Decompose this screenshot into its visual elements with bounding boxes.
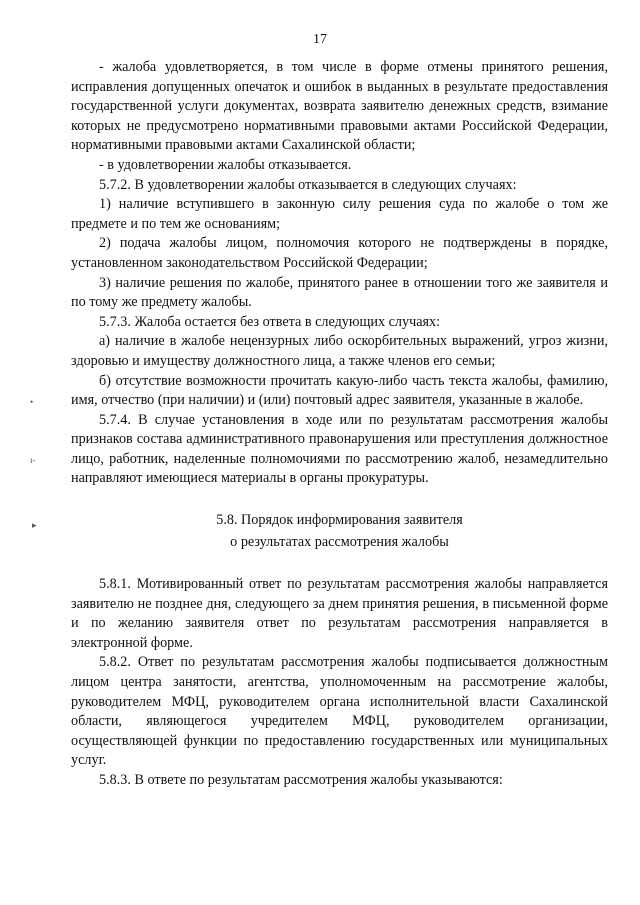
paragraph: 1) наличие вступившего в законную силу решения суда по жалобе о том же предмете и по тем же основаниям; — [71, 196, 608, 232]
scan-mark: ▸ — [32, 520, 37, 530]
document-body — [71, 58, 608, 791]
scan-mark: ı- — [30, 455, 36, 465]
section-heading — [71, 509, 608, 553]
paragraph: 5.7.3. Жалоба остается без ответа в следующих случаях: — [99, 313, 441, 330]
paragraph: 5.8.1. Мотивированный ответ по результатам рассмотрения жалобы направляется заявителю не позднее дня, следующего за днем принятия решения, в письменной форме и по желанию заявителя ответ по результатам рассмотрения направляется в электронной форме. — [71, 576, 608, 651]
paragraph: - в удовлетворении жалобы отказывается. — [99, 156, 352, 173]
paragraph: 5.7.4. В случае установления в ходе или по результатам рассмотрения жалобы признаков состава административного правонарушения или преступления должностное лицо, работник, наделенные полномочиями по рассмотрению жалоб, незамедлительно направляют имеющиеся материалы в органы прокуратуры. — [71, 411, 608, 487]
scan-mark: • — [30, 397, 34, 407]
page-number: 17 — [313, 32, 327, 47]
paragraph: 3) наличие решения по жалобе, принятого ранее в отношении того же заявителя и по тому же предмету жалобы. — [71, 274, 608, 311]
paragraph: 2) подача жалобы лицом, полномочия которого не подтверждены в порядке, установленном законодательством Российской Федерации; — [71, 235, 608, 271]
paragraph: 5.7.2. В удовлетворении жалобы отказывается в следующих случаях: — [99, 176, 517, 193]
section-heading-line: о результатах рассмотрения жалобы — [230, 534, 449, 551]
paragraph: 5.8.2. Ответ по результатам рассмотрения жалобы подписывается должностным лицом центра занятости, агентства, уполномоченным на рассмотрение жалобы, руководителем МФЦ, руководителем органа исполнительной власти Сахалинской области, являющегося учредителем МФЦ, руководителем организации, осуществляющей функции по предоставлению государственных или муниципальных услуг. — [71, 654, 608, 769]
paragraph: - жалоба удовлетворяется, в том числе в форме отмены принятого решения, исправления допущенных опечаток и ошибок в выданных в результате предоставления государственной услуги документах, возврата заявителю денежных средств, взимание которых не предусмотрено нормативными правовыми актами Российской Федерации, нормативными правовыми актами Сахалинской области; — [71, 59, 608, 154]
paragraph: а) наличие в жалобе нецензурных либо оскорбительных выражений, угроз жизни, здоровью и имуществу должностного лица, а также членов его семьи; — [71, 333, 608, 369]
section-heading-line: 5.8. Порядок информирования заявителя — [216, 512, 463, 529]
paragraph: 5.8.3. В ответе по результатам рассмотрения жалобы указываются: — [99, 772, 503, 788]
paragraph: б) отсутствие возможности прочитать какую-либо часть текста жалобы, фамилию, имя, отчество (при наличии) и (или) почтовый адрес заявителя, указанные в жалобе. — [71, 372, 608, 409]
